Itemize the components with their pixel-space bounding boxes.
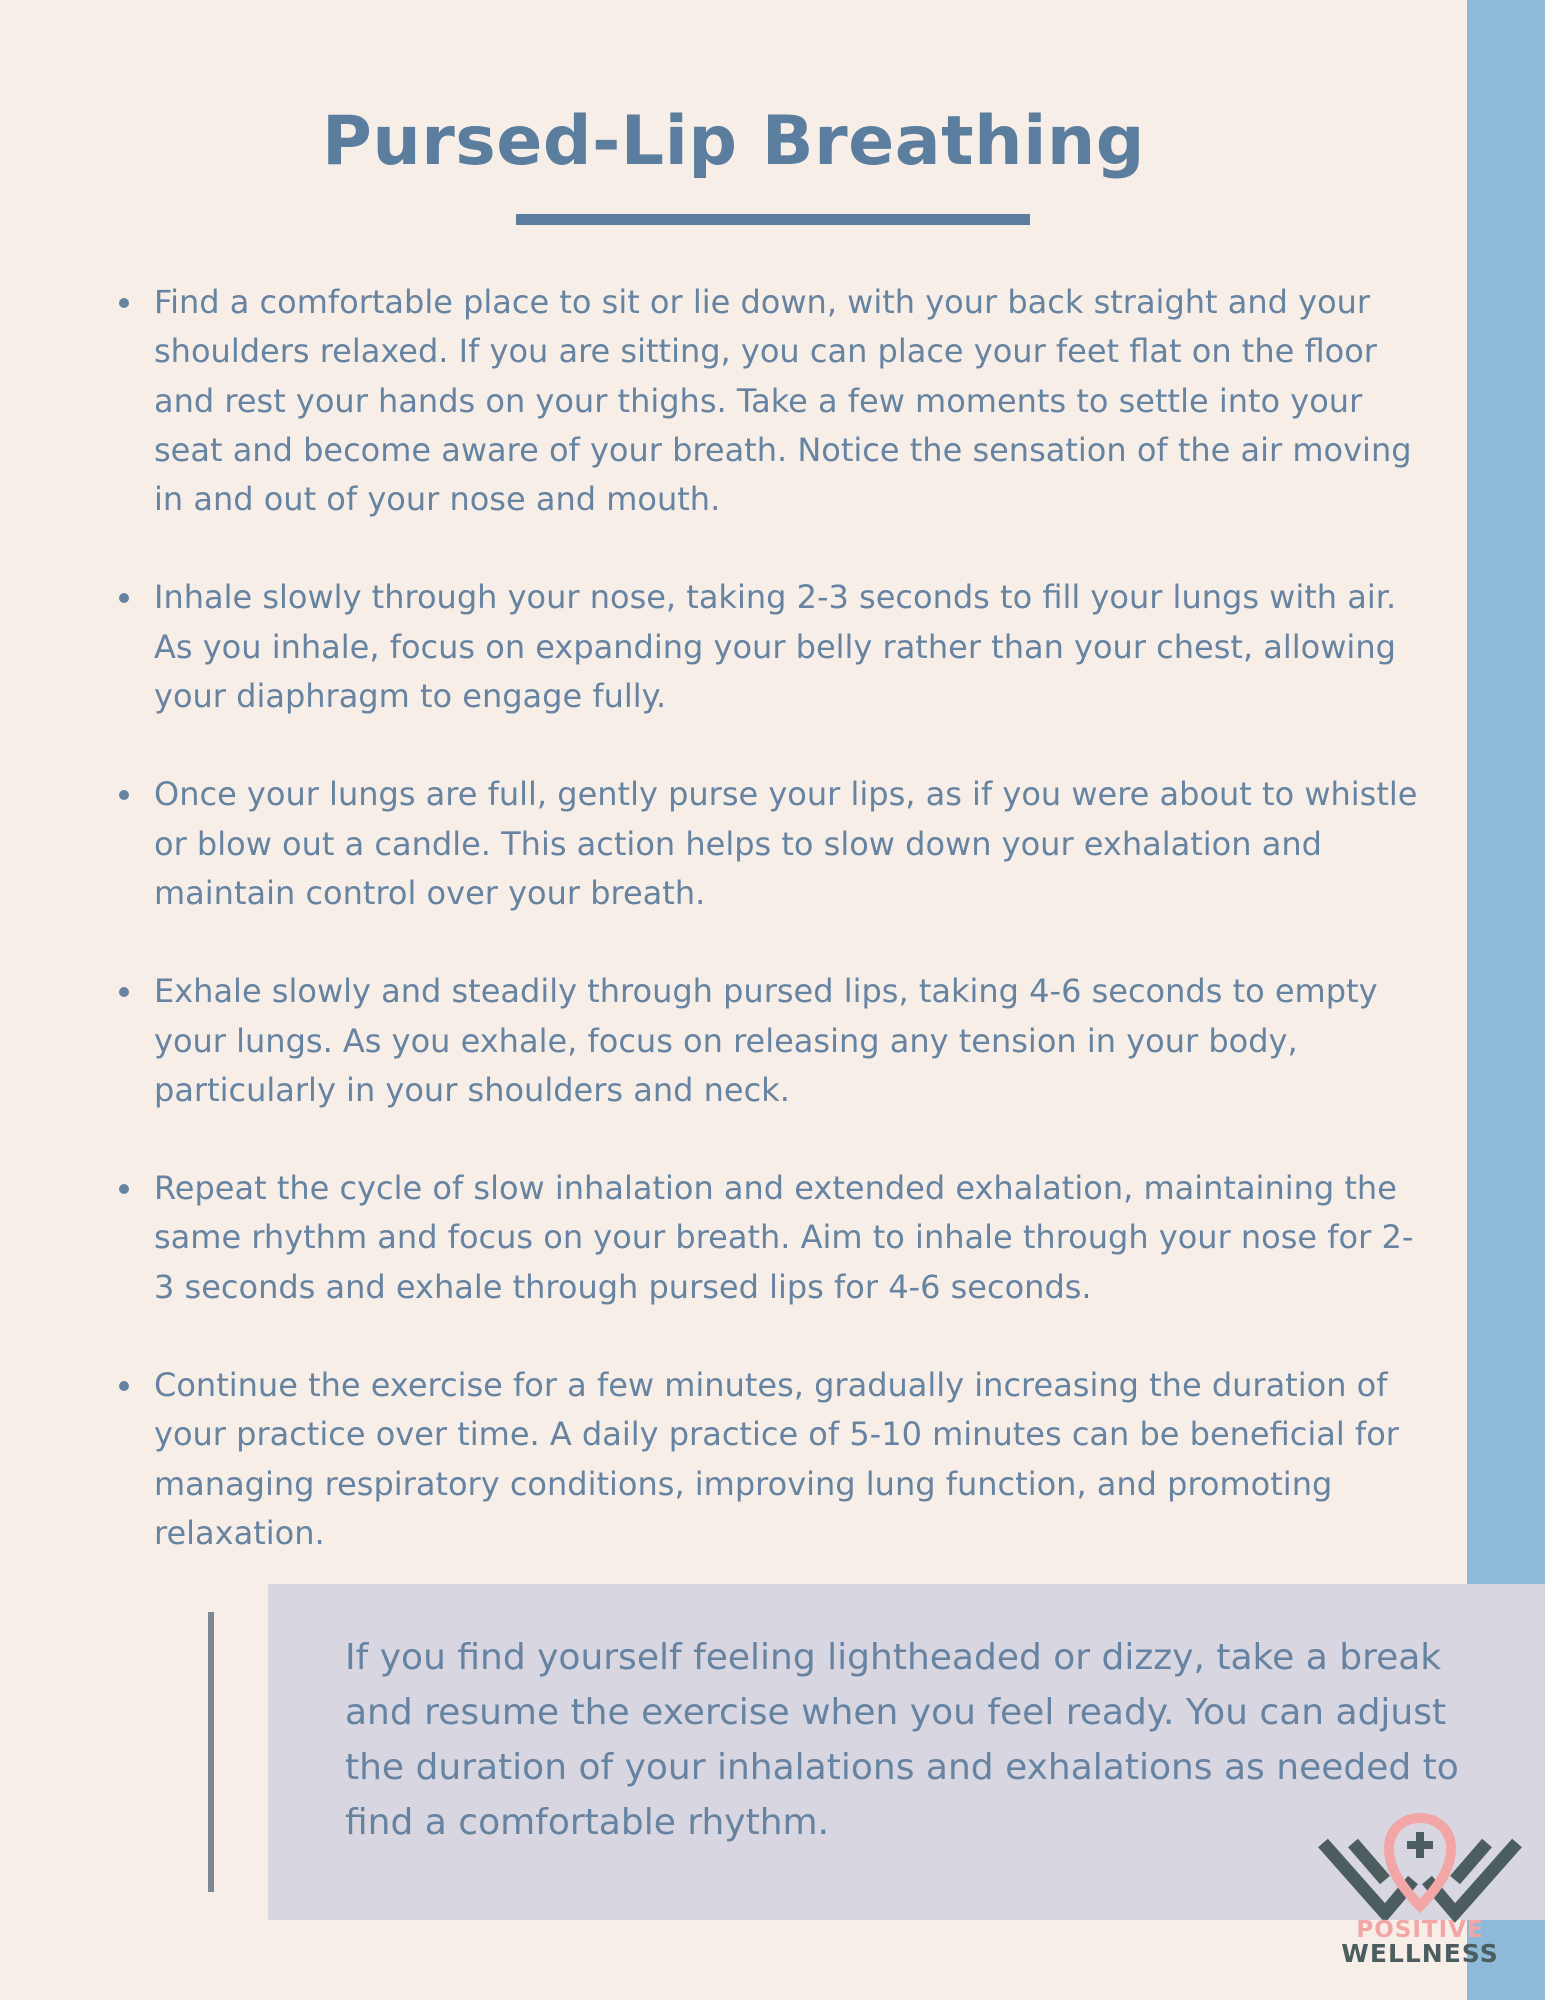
bullet-icon bbox=[119, 790, 129, 800]
list-item bbox=[115, 1361, 1425, 1558]
list-item bbox=[115, 278, 1425, 524]
step-text: Once your lungs are full, gently purse your lips, as if you were about to whistle or blow out a candle. This action helps to slow down your exhalation and maintain control over your breath. bbox=[154, 775, 1418, 912]
bullet-icon bbox=[119, 1184, 129, 1194]
page-title: Pursed-Lip Breathing bbox=[322, 102, 1145, 181]
bullet-icon bbox=[119, 1381, 129, 1391]
bullet-icon bbox=[119, 987, 129, 997]
step-text: Exhale slowly and steadily through pursed lips, taking 4-6 seconds to empty your lungs. As you exhale, focus on releasing any tension in your body, particularly in your shoulders and neck. bbox=[154, 972, 1378, 1109]
logo-word-positive: POSITIVE bbox=[1356, 1917, 1484, 1943]
step-text: Repeat the cycle of slow inhalation and extended exhalation, maintaining the same rhythm and focus on your breath. Aim to inhale through your nose for 2-3 seconds and exhale through pursed lips for 4-6 seconds. bbox=[154, 1169, 1414, 1306]
list-item bbox=[115, 1164, 1425, 1312]
note-text: If you find yourself feeling lightheaded or dizzy, take a break and resume the exercise when you feel ready. You can adjust the duration of your inhalations and exhalations as needed to find a comfortable rhythm. bbox=[345, 1637, 1459, 1843]
bullet-icon bbox=[119, 593, 129, 603]
list-item bbox=[115, 967, 1425, 1115]
logo-word-wellness: WELLNESS bbox=[1341, 1939, 1499, 1968]
title-underline bbox=[516, 214, 1030, 225]
step-text: Continue the exercise for a few minutes, gradually increasing the duration of your practice over time. A daily practice of 5-10 minutes can be beneficial for managing respiratory conditions, improving lung function, and promoting relaxation. bbox=[154, 1366, 1399, 1552]
note-callout-bar bbox=[208, 1612, 214, 1892]
steps-list bbox=[115, 278, 1425, 1558]
bullet-icon bbox=[119, 298, 129, 308]
list-item bbox=[115, 573, 1425, 721]
step-text: Inhale slowly through your nose, taking 2-3 seconds to fill your lungs with air. As you inhale, focus on expanding your belly rather than your chest, allowing your diaphragm to engage fully. bbox=[154, 578, 1397, 716]
step-text: Find a comfortable place to sit or lie down, with your back straight and your shoulders relaxed. If you are sitting, you can place your feet flat on the floor and rest your hands on your thighs. Take a few moments to settle into your seat and become aware of your breath. Notice the sensation of the air moving in and out of your nose and mouth. bbox=[154, 283, 1412, 519]
list-item bbox=[115, 770, 1425, 918]
